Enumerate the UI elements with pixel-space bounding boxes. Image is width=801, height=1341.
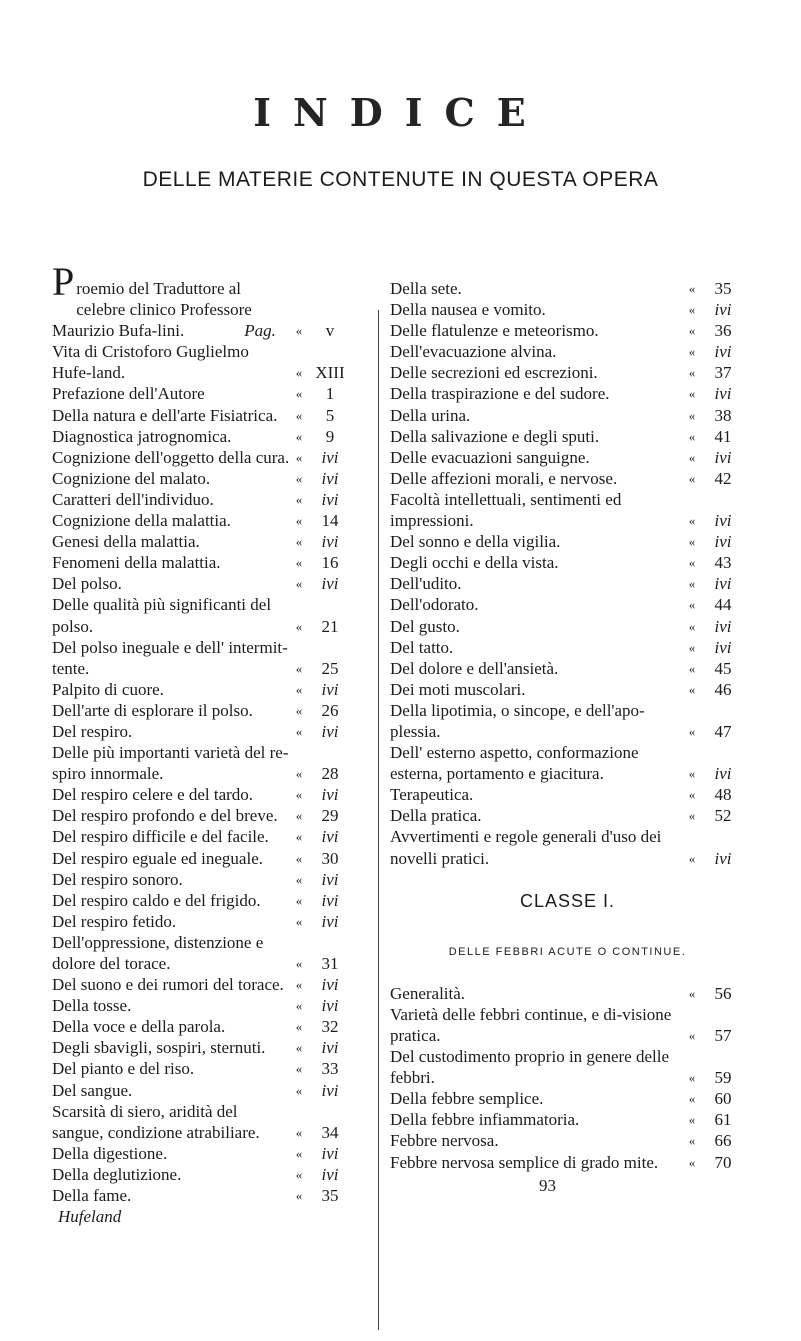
index-entry bbox=[52, 995, 352, 1016]
index-entry bbox=[52, 1037, 352, 1058]
entry-page: ivi bbox=[714, 764, 732, 784]
entry-title: Del respiro. bbox=[52, 721, 133, 741]
entry-title: Varietà delle febbri continue, e di-visione pratica. bbox=[390, 1004, 672, 1045]
entry-page: XIII bbox=[315, 363, 345, 383]
quote-mark: « bbox=[688, 281, 696, 296]
quote-mark: « bbox=[295, 850, 303, 866]
quote-mark: « bbox=[295, 534, 303, 550]
index-entry bbox=[52, 679, 352, 700]
index-entry bbox=[390, 320, 745, 341]
entry-page: ivi bbox=[714, 574, 732, 594]
quote-mark: « bbox=[688, 1070, 696, 1086]
entry-page: 66 bbox=[714, 1131, 732, 1151]
entry-title: Del respiro difficile e del facile. bbox=[52, 827, 269, 847]
quote-mark: « bbox=[688, 470, 696, 486]
entry-page: 42 bbox=[714, 468, 732, 488]
entry-page: 34 bbox=[321, 1122, 339, 1142]
quote-mark: « bbox=[688, 1133, 696, 1149]
entry-page: 57 bbox=[714, 1026, 732, 1045]
entry-page: 35 bbox=[714, 279, 732, 298]
quote-mark: « bbox=[688, 723, 696, 739]
quote-mark: « bbox=[295, 723, 303, 739]
entry-title: Del respiro sonoro. bbox=[52, 869, 183, 889]
index-entry bbox=[52, 911, 352, 932]
quote-mark: « bbox=[295, 1061, 303, 1077]
entry-title: Dell'udito. bbox=[390, 574, 462, 594]
quote-mark: « bbox=[688, 344, 696, 360]
quote-mark: « bbox=[295, 449, 303, 465]
entry-title: Della traspirazione e del sudore. bbox=[390, 384, 610, 404]
quote-mark: « bbox=[295, 1124, 303, 1140]
entry-title: Dell' esterno aspetto, conformazione esterna, portamento e giacitura. bbox=[390, 743, 639, 784]
quote-mark: « bbox=[688, 618, 696, 634]
entry-title: Vita di Cristoforo Guglielmo Hufe-land. bbox=[52, 342, 249, 383]
entry-page: ivi bbox=[321, 1080, 339, 1100]
entry-title: Palpito di cuore. bbox=[52, 679, 164, 699]
quote-mark: « bbox=[688, 787, 696, 803]
index-entry bbox=[390, 489, 745, 531]
entry-page: 56 bbox=[714, 983, 732, 1003]
entry-page: 25 bbox=[321, 658, 339, 678]
entry-title: Del dolore e dell'ansietà. bbox=[390, 658, 559, 678]
quote-mark: « bbox=[688, 555, 696, 571]
index-entry bbox=[52, 1101, 352, 1143]
quote-mark: « bbox=[295, 1145, 303, 1161]
entry-page: ivi bbox=[321, 996, 339, 1016]
quote-mark: « bbox=[688, 576, 696, 592]
entry-title: Dell'oppressione, distenzione e dolore del torace. bbox=[52, 932, 264, 973]
entry-title: Terapeutica. bbox=[390, 785, 474, 805]
index-entry bbox=[390, 341, 745, 362]
quote-mark: « bbox=[688, 302, 696, 318]
entry-title: Cognizione del malato. bbox=[52, 468, 211, 488]
entry-page: ivi bbox=[321, 911, 339, 931]
entry-title: Della fame. bbox=[52, 1186, 132, 1206]
entry-title: Della tosse. bbox=[52, 996, 132, 1016]
entry-page: ivi bbox=[714, 637, 732, 657]
entry-title: Febbre nervosa. bbox=[390, 1131, 499, 1151]
section-title: CLASSE I. bbox=[519, 890, 616, 911]
drop-capital: P bbox=[52, 259, 75, 304]
entry-page: ivi bbox=[321, 827, 339, 847]
quote-mark: « bbox=[688, 850, 696, 866]
quote-mark: « bbox=[688, 985, 696, 1001]
quote-mark: « bbox=[295, 977, 303, 993]
index-entry bbox=[390, 1046, 745, 1088]
entry-title: Delle secrezioni ed escrezioni. bbox=[390, 363, 598, 383]
index-entry bbox=[52, 594, 352, 636]
quote-mark: « bbox=[295, 491, 303, 507]
entry-page: ivi bbox=[714, 342, 732, 362]
quote-mark: « bbox=[295, 428, 303, 444]
index-entry bbox=[52, 869, 352, 890]
right-column bbox=[390, 278, 745, 1196]
quote-mark: « bbox=[688, 428, 696, 444]
entry-page: 38 bbox=[714, 405, 732, 425]
index-entry bbox=[390, 1109, 745, 1130]
quote-mark: « bbox=[688, 681, 696, 697]
entry-page: 59 bbox=[714, 1068, 732, 1088]
entry-title: Genesi della malattia. bbox=[52, 532, 200, 552]
entry-page: ivi bbox=[714, 848, 732, 868]
quote-mark: « bbox=[688, 808, 696, 824]
entry-title: Febbre nervosa semplice di grado mite. bbox=[390, 1152, 659, 1172]
entry-page: ivi bbox=[321, 975, 339, 995]
quote-mark: « bbox=[688, 1112, 696, 1128]
entry-page: 29 bbox=[321, 806, 339, 826]
quote-mark: « bbox=[295, 702, 303, 718]
index-entry bbox=[390, 278, 745, 299]
entry-page: 60 bbox=[714, 1089, 732, 1109]
index-entry bbox=[52, 510, 352, 531]
index-entry bbox=[52, 890, 352, 911]
index-entry bbox=[390, 616, 745, 637]
entry-title: Del respiro celere e del tardo. bbox=[52, 785, 254, 805]
quote-mark: « bbox=[295, 470, 303, 486]
quote-mark: « bbox=[688, 365, 696, 381]
index-entry bbox=[390, 826, 745, 868]
entry-title: Della pratica. bbox=[390, 806, 482, 826]
entry-title: Della sete. bbox=[390, 279, 462, 298]
entry-title: Della natura e dell'arte Fisiatrica. bbox=[52, 405, 278, 425]
entry-title: Proemio del Traduttore al celebre clinico Professore Maurizio Bufa-lini. Pag. bbox=[52, 259, 276, 341]
quote-mark: « bbox=[295, 386, 303, 402]
index-entry bbox=[52, 700, 352, 721]
index-entry bbox=[390, 983, 745, 1004]
entry-page: 46 bbox=[714, 679, 732, 699]
index-entry bbox=[52, 805, 352, 826]
entry-page: 9 bbox=[325, 426, 335, 446]
index-entry bbox=[52, 426, 352, 447]
index-entry bbox=[52, 1080, 352, 1101]
entry-title: Della lipotimia, o sincope, e dell'apo-plessia. bbox=[390, 700, 645, 741]
entry-page: 48 bbox=[714, 785, 732, 805]
entry-page: 21 bbox=[321, 616, 339, 636]
index-entry bbox=[52, 974, 352, 995]
quote-mark: « bbox=[295, 892, 303, 908]
quote-mark: « bbox=[688, 513, 696, 529]
entry-title: Del polso ineguale e dell' intermit-tente. bbox=[52, 637, 288, 678]
quote-mark: « bbox=[295, 998, 303, 1014]
entry-title: Dell'evacuazione alvina. bbox=[390, 342, 557, 362]
index-entry bbox=[52, 742, 352, 784]
entry-title: Delle qualità più significanti del polso. bbox=[52, 595, 272, 636]
page-prefix: Pag. bbox=[244, 321, 276, 341]
quote-mark: « bbox=[295, 660, 303, 676]
entry-title: Generalità. bbox=[390, 983, 466, 1003]
entry-title: Diagnostica jatrognomica. bbox=[52, 426, 232, 446]
quote-mark: « bbox=[295, 913, 303, 929]
quote-mark: « bbox=[295, 323, 303, 339]
quote-mark: « bbox=[688, 449, 696, 465]
quote-mark: « bbox=[688, 660, 696, 676]
quote-mark: « bbox=[688, 534, 696, 550]
entry-page: ivi bbox=[321, 679, 339, 699]
index-entry bbox=[390, 362, 745, 383]
index-entry bbox=[390, 552, 745, 573]
entry-page: 14 bbox=[321, 511, 339, 531]
entry-title: Del sangue. bbox=[52, 1080, 133, 1100]
entry-page: ivi bbox=[321, 532, 339, 552]
column-divider bbox=[378, 310, 379, 1330]
signature-mark: 93 bbox=[539, 1175, 556, 1195]
quote-mark: « bbox=[688, 407, 696, 423]
entry-page: ivi bbox=[714, 384, 732, 404]
entry-title: Delle flatulenze e meteorismo. bbox=[390, 321, 599, 341]
quote-mark: « bbox=[295, 513, 303, 529]
index-entry bbox=[52, 826, 352, 847]
entry-title: Del tatto. bbox=[390, 637, 454, 657]
quote-mark: « bbox=[295, 1188, 303, 1204]
index-entry bbox=[390, 679, 745, 700]
entry-page: 61 bbox=[714, 1110, 732, 1130]
entry-page: 35 bbox=[321, 1186, 339, 1206]
index-entry bbox=[52, 637, 352, 679]
index-entry bbox=[390, 594, 745, 615]
entry-page: ivi bbox=[714, 447, 732, 467]
entry-title: Del suono e dei rumori del torace. bbox=[52, 975, 284, 995]
quote-mark: « bbox=[295, 808, 303, 824]
index-entry bbox=[390, 405, 745, 426]
quote-mark: « bbox=[295, 766, 303, 782]
index-entry bbox=[52, 932, 352, 974]
entry-page: ivi bbox=[321, 447, 339, 467]
index-entry bbox=[52, 1143, 352, 1164]
entry-page: ivi bbox=[321, 721, 339, 741]
entry-page: ivi bbox=[321, 785, 339, 805]
entry-page: v bbox=[325, 321, 335, 341]
index-entry bbox=[52, 383, 352, 404]
quote-mark: « bbox=[688, 1028, 696, 1043]
index-entry bbox=[390, 805, 745, 826]
entry-title: Della febbre semplice. bbox=[390, 1089, 544, 1109]
index-entry bbox=[52, 784, 352, 805]
entry-title: Del respiro fetido. bbox=[52, 911, 177, 931]
entry-page: ivi bbox=[714, 616, 732, 636]
index-entry bbox=[52, 1016, 352, 1037]
entry-title: Cognizione della malattia. bbox=[52, 511, 231, 531]
entry-title: Del sonno e della vigilia. bbox=[390, 532, 561, 552]
entry-page: 52 bbox=[714, 806, 732, 826]
index-entry bbox=[52, 489, 352, 510]
index-entry bbox=[390, 531, 745, 552]
entry-title: Della deglutizione. bbox=[52, 1164, 182, 1184]
entry-title: Della urina. bbox=[390, 405, 471, 425]
quote-mark: « bbox=[295, 1166, 303, 1182]
entry-title: Delle evacuazioni sanguigne. bbox=[390, 447, 590, 467]
entry-page: 28 bbox=[321, 764, 339, 784]
entry-title: Cognizione dell'oggetto della cura. bbox=[52, 447, 290, 467]
index-entry bbox=[52, 1164, 352, 1185]
section-subtitle: DELLE FEBBRI ACUTE O CONTINUE. bbox=[448, 945, 687, 958]
entry-title: Fenomeni della malattia. bbox=[52, 553, 221, 573]
entry-title: Della salivazione e degli sputi. bbox=[390, 426, 600, 446]
entry-title: Della febbre infiammatoria. bbox=[390, 1110, 580, 1130]
index-entry bbox=[390, 1004, 745, 1046]
index-entry bbox=[390, 573, 745, 594]
index-entry bbox=[390, 426, 745, 447]
entry-page: 37 bbox=[714, 363, 732, 383]
entry-title: Dell'odorato. bbox=[390, 595, 479, 615]
entry-page: 5 bbox=[325, 405, 335, 425]
entry-title: Della voce e della parola. bbox=[52, 1017, 226, 1037]
index-entry bbox=[52, 848, 352, 869]
index-entry bbox=[390, 1130, 745, 1151]
catchword: Hufeland bbox=[58, 1207, 122, 1227]
quote-mark: « bbox=[295, 618, 303, 634]
entry-page: 36 bbox=[714, 321, 732, 341]
entry-page: 47 bbox=[714, 721, 732, 741]
entry-title: Della digestione. bbox=[52, 1143, 168, 1163]
entry-page: ivi bbox=[321, 1164, 339, 1184]
entry-title: Del respiro caldo e del frigido. bbox=[52, 890, 261, 910]
quote-mark: « bbox=[295, 1040, 303, 1056]
quote-mark: « bbox=[688, 597, 696, 613]
entry-page: ivi bbox=[321, 468, 339, 488]
entry-page: 44 bbox=[714, 595, 732, 615]
quote-mark: « bbox=[295, 871, 303, 887]
entry-title: Del gusto. bbox=[390, 616, 460, 636]
entry-title: Caratteri dell'individuo. bbox=[52, 489, 214, 509]
index-entry bbox=[390, 468, 745, 489]
entry-title: Del custodimento proprio in genere delle febbri. bbox=[390, 1047, 669, 1088]
quote-mark: « bbox=[295, 787, 303, 803]
quote-mark: « bbox=[295, 365, 303, 381]
entry-page: ivi bbox=[321, 890, 339, 910]
quote-mark: « bbox=[295, 1019, 303, 1035]
left-column bbox=[52, 259, 352, 1227]
entry-title: Della nausea e vomito. bbox=[390, 300, 546, 320]
index-entry bbox=[390, 784, 745, 805]
quote-mark: « bbox=[295, 555, 303, 571]
index-entry bbox=[52, 1058, 352, 1079]
index-entry bbox=[52, 552, 352, 573]
entry-page: 16 bbox=[321, 553, 339, 573]
entry-page: 32 bbox=[321, 1017, 339, 1037]
entry-title: Dell'arte di esplorare il polso. bbox=[52, 700, 253, 720]
entry-page: 70 bbox=[714, 1152, 732, 1172]
entry-page: ivi bbox=[321, 489, 339, 509]
quote-mark: « bbox=[688, 323, 696, 339]
entry-page: 30 bbox=[321, 848, 339, 868]
index-entry bbox=[390, 299, 745, 320]
entry-page: 31 bbox=[321, 954, 339, 973]
index-entry bbox=[52, 259, 352, 341]
quote-mark: « bbox=[688, 639, 696, 655]
index-entry bbox=[390, 383, 745, 404]
index-entry bbox=[390, 1088, 745, 1109]
index-entry bbox=[52, 531, 352, 552]
quote-mark: « bbox=[688, 1154, 696, 1170]
entry-title: Facoltà intellettuali, sentimenti ed impressioni. bbox=[390, 489, 622, 531]
entry-title: Del polso. bbox=[52, 574, 122, 594]
index-entry bbox=[390, 1152, 745, 1173]
quote-mark: « bbox=[688, 766, 696, 782]
index-entry bbox=[52, 468, 352, 489]
entry-page: 43 bbox=[714, 553, 732, 573]
entry-title: Delle più importanti varietà del re-spiro innormale. bbox=[52, 743, 289, 784]
index-entry bbox=[52, 573, 352, 594]
quote-mark: « bbox=[295, 576, 303, 592]
entry-page: 41 bbox=[714, 426, 732, 446]
entry-title: Scarsità di siero, aridità del sangue, condizione atrabiliare. bbox=[52, 1101, 260, 1142]
entry-title: Degli occhi e della vista. bbox=[390, 553, 559, 573]
entry-page: 26 bbox=[321, 700, 339, 720]
index-title: INDICE bbox=[253, 90, 548, 135]
entry-page: ivi bbox=[321, 574, 339, 594]
entry-page: 45 bbox=[714, 658, 732, 678]
entry-title: Del respiro eguale ed ineguale. bbox=[52, 848, 263, 868]
entry-page: ivi bbox=[321, 1038, 339, 1058]
entry-page: ivi bbox=[321, 1143, 339, 1163]
entry-page: ivi bbox=[714, 532, 732, 552]
entry-title: Prefazione dell'Autore bbox=[52, 384, 205, 404]
right-entries bbox=[390, 278, 745, 869]
entry-page: 33 bbox=[321, 1059, 339, 1079]
quote-mark: « bbox=[688, 386, 696, 402]
index-entry bbox=[390, 700, 745, 742]
index-subtitle: DELLE MATERIE CONTENUTE IN QUESTA OPERA bbox=[142, 168, 659, 191]
quote-mark: « bbox=[295, 681, 303, 697]
index-entry bbox=[52, 721, 352, 742]
quote-mark: « bbox=[295, 829, 303, 845]
index-entry bbox=[390, 637, 745, 658]
index-entry bbox=[52, 405, 352, 426]
index-entry bbox=[390, 658, 745, 679]
entry-page: ivi bbox=[714, 511, 732, 531]
entry-page: ivi bbox=[321, 869, 339, 889]
index-entry bbox=[52, 1185, 352, 1206]
entry-title: Del respiro profondo e del breve. bbox=[52, 806, 278, 826]
quote-mark: « bbox=[295, 1082, 303, 1098]
entry-page: 1 bbox=[325, 384, 335, 404]
section-entries bbox=[390, 983, 745, 1173]
entry-page: ivi bbox=[714, 300, 732, 320]
quote-mark: « bbox=[688, 1091, 696, 1107]
entry-title: Del pianto e del riso. bbox=[52, 1059, 195, 1079]
entry-title: Dei moti muscolari. bbox=[390, 679, 526, 699]
index-entry bbox=[390, 742, 745, 784]
entry-title: Avvertimenti e regole generali d'uso dei novelli pratici. bbox=[390, 827, 662, 868]
quote-mark: « bbox=[295, 956, 303, 971]
entry-title: Delle affezioni morali, e nervose. bbox=[390, 468, 618, 488]
quote-mark: « bbox=[295, 407, 303, 423]
entry-title: Degli sbavigli, sospiri, sternuti. bbox=[52, 1038, 266, 1058]
index-entry bbox=[52, 341, 352, 383]
index-entry bbox=[390, 447, 745, 468]
index-entry bbox=[52, 447, 352, 468]
